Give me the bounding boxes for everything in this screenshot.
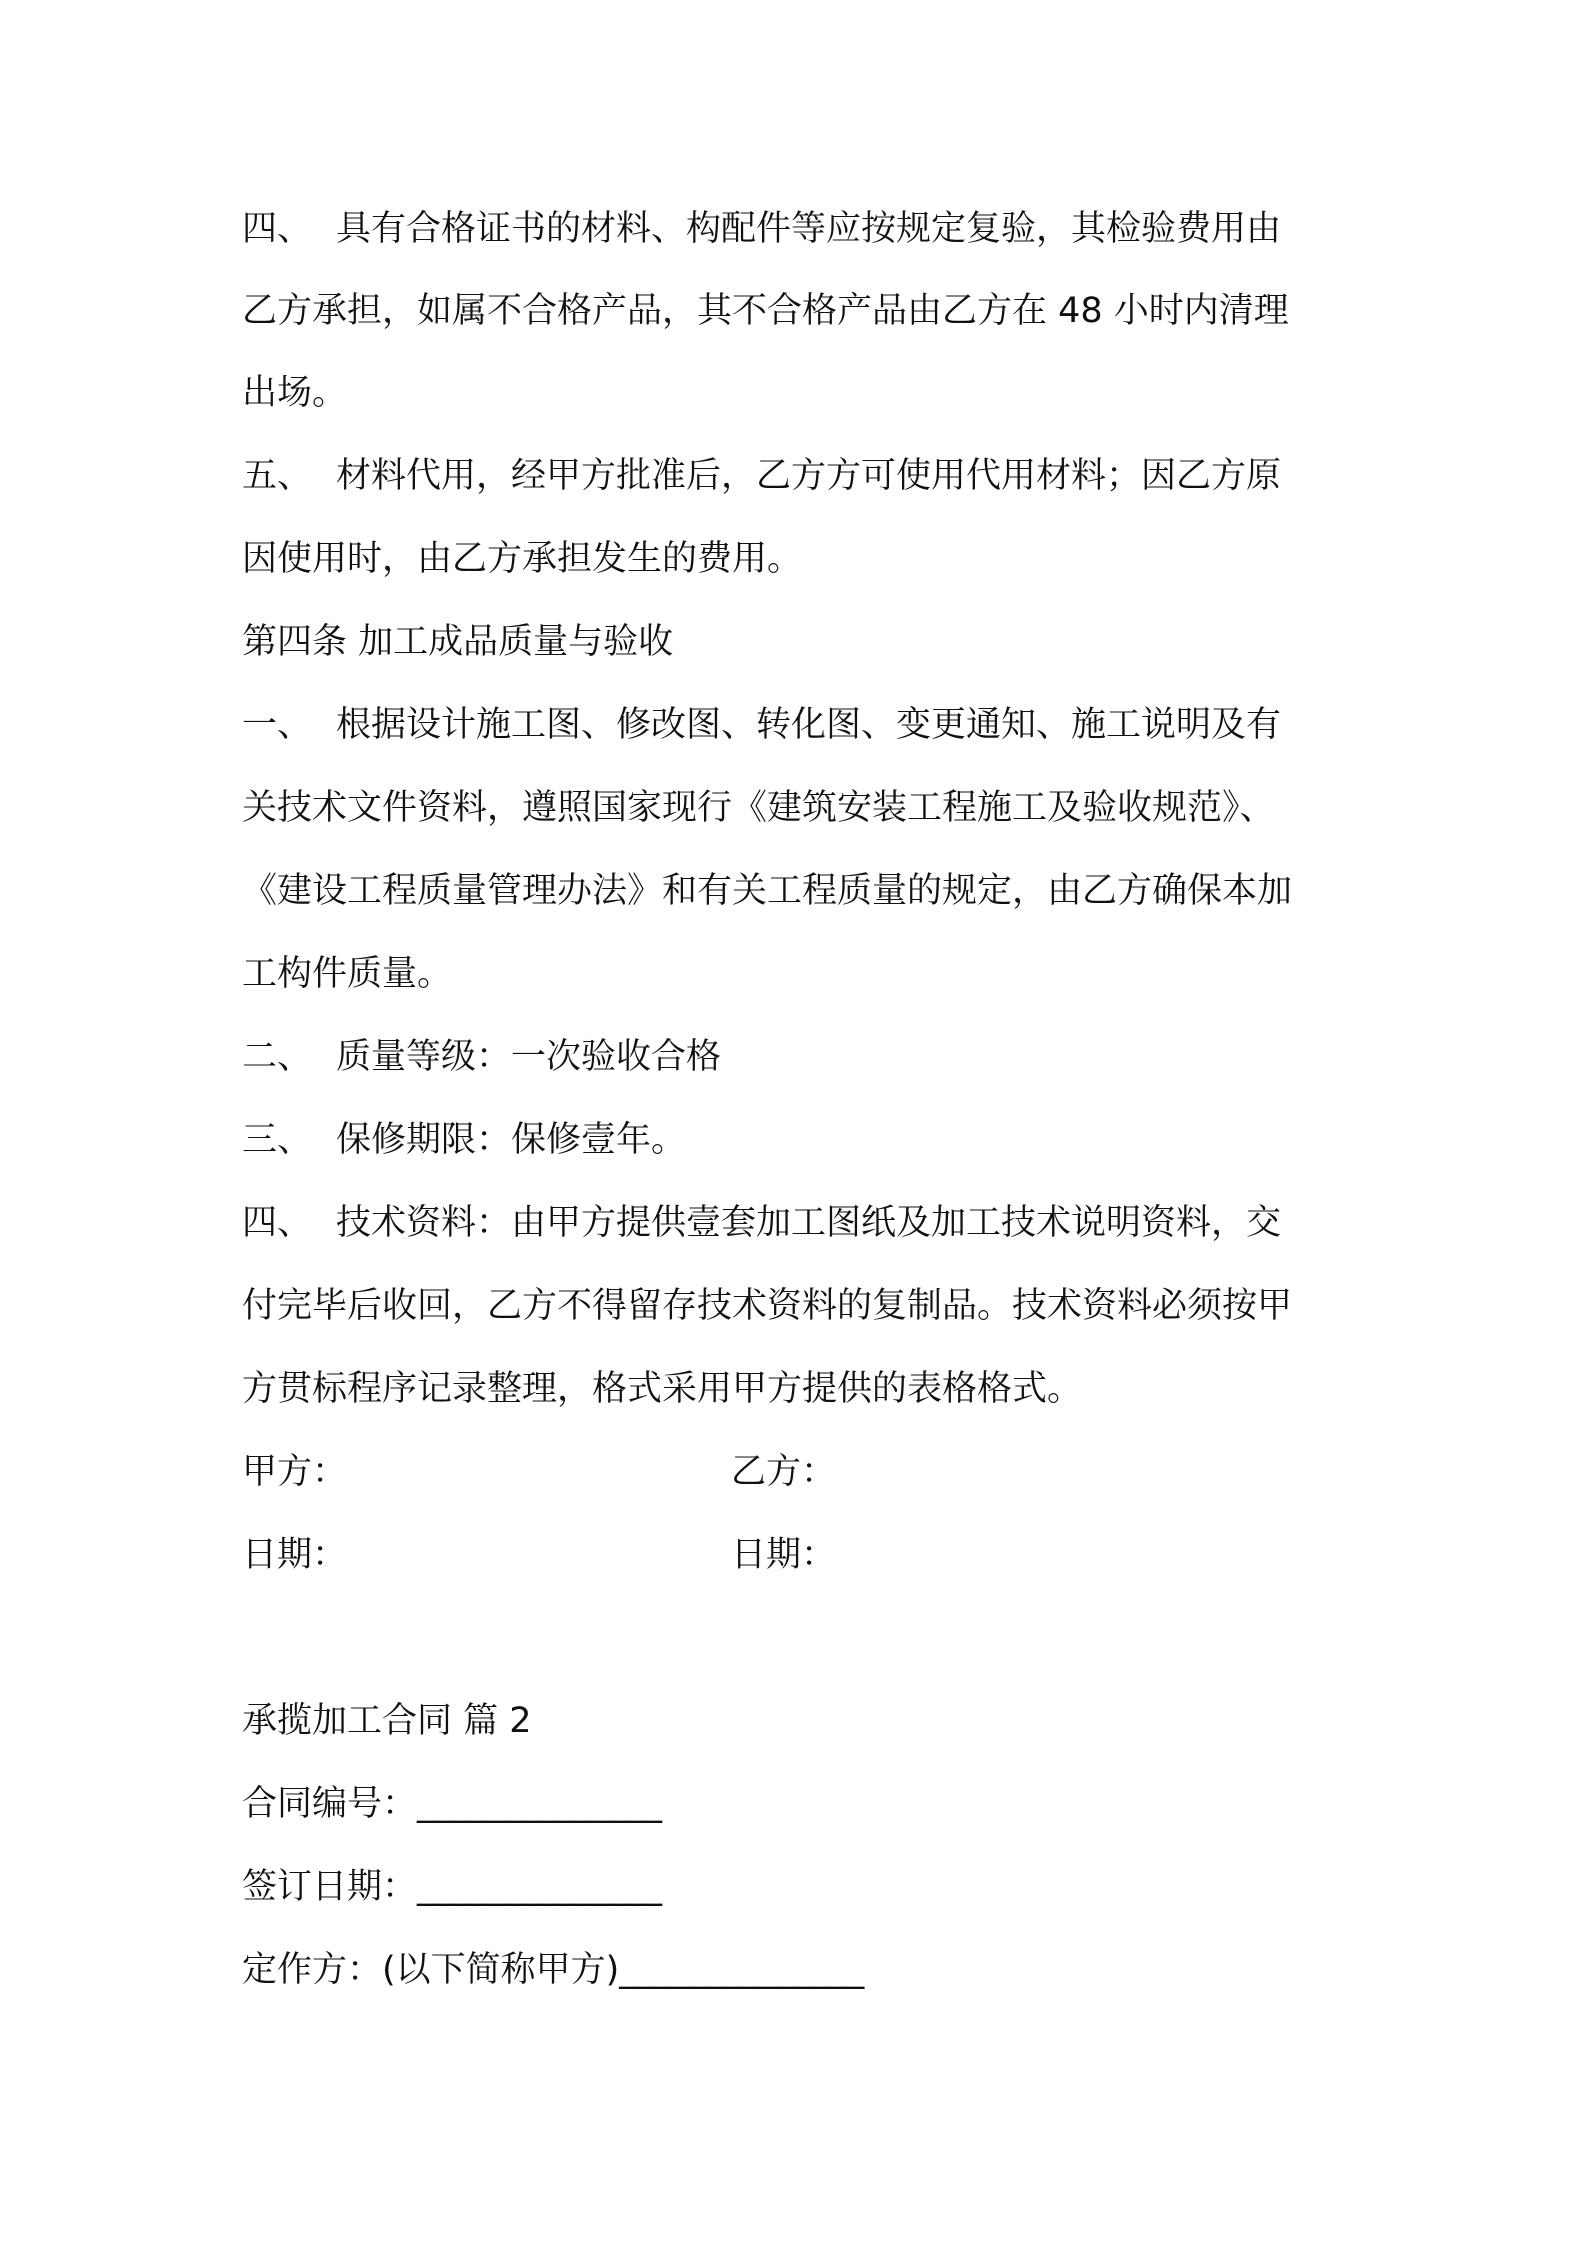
item-4-line-3: 出场。 xyxy=(242,373,348,413)
paragraph-text: 技术资料：由甲方提供壹套加工图纸及加工技术说明资料，交 xyxy=(336,1203,1282,1243)
item-number: 二、 xyxy=(242,1037,313,1077)
sign-date-field: 签订日期：______________ xyxy=(242,1867,663,1907)
item-number: 五、 xyxy=(242,456,313,496)
article4-item-1-line-3: 《建设工程质量管理办法》和有关工程质量的规定，由乙方确保本加 xyxy=(242,871,1293,911)
article4-item-1-line-2: 关技术文件资料，遵照国家现行《建筑安装工程施工及验收规范》、 xyxy=(242,788,1275,828)
item-4-line-2: 乙方承担，如属不合格产品，其不合格产品由乙方在 48 小时内清理 xyxy=(242,291,1289,331)
document-page xyxy=(242,200,1357,2100)
date-b-label: 日期： xyxy=(731,1535,837,1575)
paragraph-text: 质量等级：一次验收合格 xyxy=(336,1037,722,1077)
item-number: 四、 xyxy=(242,209,313,249)
paragraph-text: 根据设计施工图、修改图、转化图、变更通知、施工说明及有 xyxy=(336,705,1282,745)
item-number: 一、 xyxy=(242,705,313,745)
paragraph-text: 材料代用，经甲方批准后，乙方方可使用代用材料；因乙方原 xyxy=(336,456,1282,496)
date-a-label: 日期： xyxy=(242,1535,348,1575)
article4-item-4-line-2: 付完毕后收回，乙方不得留存技术资料的复制品。技术资料必须按甲 xyxy=(242,1286,1293,1326)
item-number: 四、 xyxy=(242,1203,313,1243)
article4-item-4-line-1 xyxy=(242,1198,1281,1248)
paragraph-text: 保修期限：保修壹年。 xyxy=(336,1120,687,1160)
article4-item-1-line-4: 工构件质量。 xyxy=(242,954,453,994)
article4-item-1-line-1 xyxy=(242,700,1281,750)
article-heading: 第四条 加工成品质量与验收 xyxy=(242,622,674,662)
item-5-line-1 xyxy=(242,451,1281,501)
orderer-field: 定作方：(以下简称甲方)______________ xyxy=(242,1950,865,1990)
article4-item-4-line-3: 方贯标程序记录整理，格式采用甲方提供的表格格式。 xyxy=(242,1369,1083,1409)
article4-item-3 xyxy=(242,1115,686,1165)
paragraph-text: 具有合格证书的材料、构配件等应按规定复验，其检验费用由 xyxy=(336,209,1282,249)
party-a-label: 甲方： xyxy=(242,1452,348,1492)
item-5-line-2: 因使用时，由乙方承担发生的费用。 xyxy=(242,539,803,579)
contract-2-title: 承揽加工合同 篇 2 xyxy=(242,1701,532,1741)
item-number: 三、 xyxy=(242,1120,313,1160)
item-4-line-1 xyxy=(242,204,1281,254)
party-b-label: 乙方： xyxy=(731,1452,837,1492)
contract-number-field: 合同编号：______________ xyxy=(242,1784,663,1824)
article4-item-2 xyxy=(242,1032,721,1082)
